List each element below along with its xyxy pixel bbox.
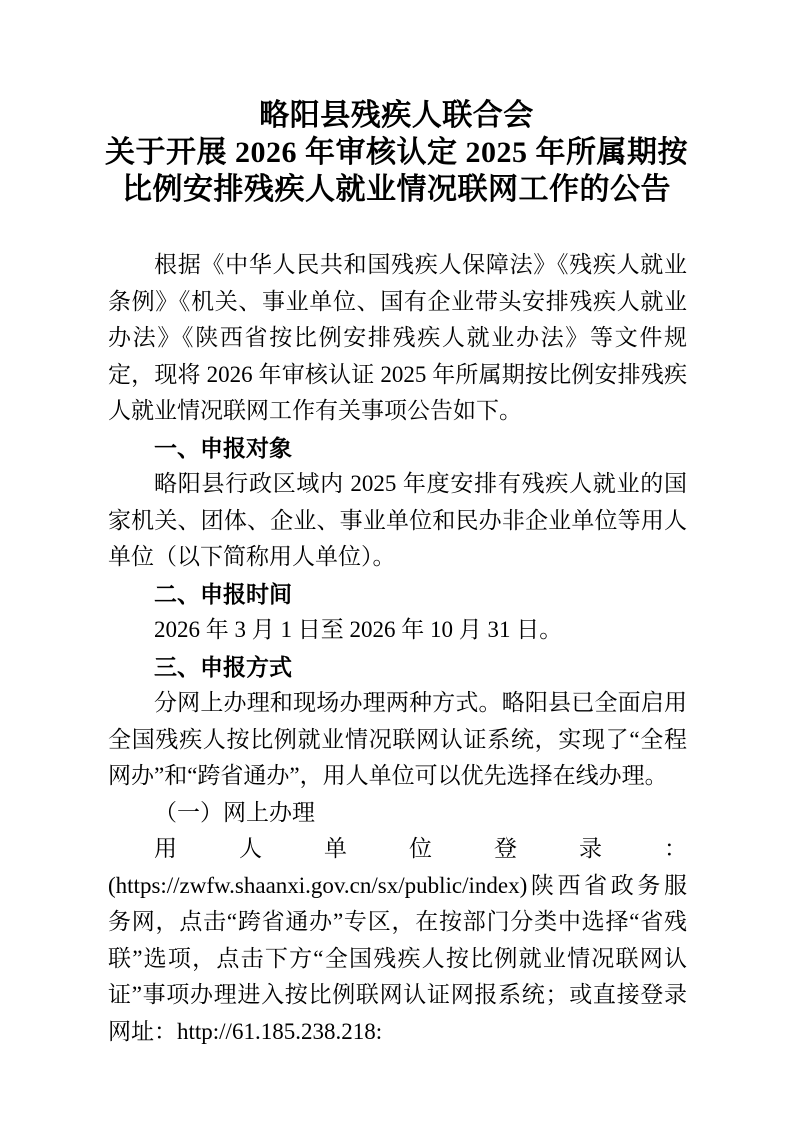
subsection-1-paragraph: 用人单位登录：(https://zwfw.shaanxi.gov.cn/sx/public/index)陕西省政务服务网，点击“跨省通办”专区，在按部门分类中选择“省残联”选项，点击下方“全国残疾人按比例就业情况联网认证”事项办理进入按比例联网认证网报系统；或直接登录网址：http://61.185.238.218: bbox=[108, 836, 687, 1044]
section-1-paragraph: 略阳县行政区域内 2025 年度安排有残疾人就业的国家机关、团体、企业、事业单位和民办非企业单位等用人单位（以下简称用人单位）。 bbox=[108, 471, 687, 569]
section-2-heading: 二、申报时间 bbox=[154, 580, 292, 607]
document-body bbox=[108, 247, 687, 1050]
subsection-1-heading: （一）网上办理 bbox=[154, 799, 315, 825]
title-line-1: 略阳县残疾人联合会 bbox=[259, 99, 534, 132]
section-3-paragraph: 分网上办理和现场办理两种方式。略阳县已全面启用全国残疾人按比例就业情况联网认证系统，实现了“全程网办”和“跨省通办”，用人单位可以优先选择在线办理。 bbox=[108, 690, 687, 788]
section-1-heading: 一、申报对象 bbox=[154, 434, 292, 461]
title-line-2: 关于开展 2026 年审核认定 2025 年所属期按 bbox=[105, 136, 688, 169]
document-title bbox=[0, 0, 793, 208]
intro-paragraph: 根据《中华人民共和国残疾人保障法》《残疾人就业条例》《机关、事业单位、国有企业带头安排残疾人就业办法》《陕西省按比例安排残疾人就业办法》等文件规定，现将 2026 年审核认证 2025 年所属期按比例安排残疾人就业情况联网工作有关事项公告如下。 bbox=[108, 252, 687, 423]
section-3-heading: 三、申报方式 bbox=[154, 653, 292, 680]
section-2-paragraph: 2026 年 3 月 1 日至 2026 年 10 月 31 日。 bbox=[154, 617, 563, 642]
title-line-3: 比例安排残疾人就业情况联网工作的公告 bbox=[122, 173, 671, 206]
